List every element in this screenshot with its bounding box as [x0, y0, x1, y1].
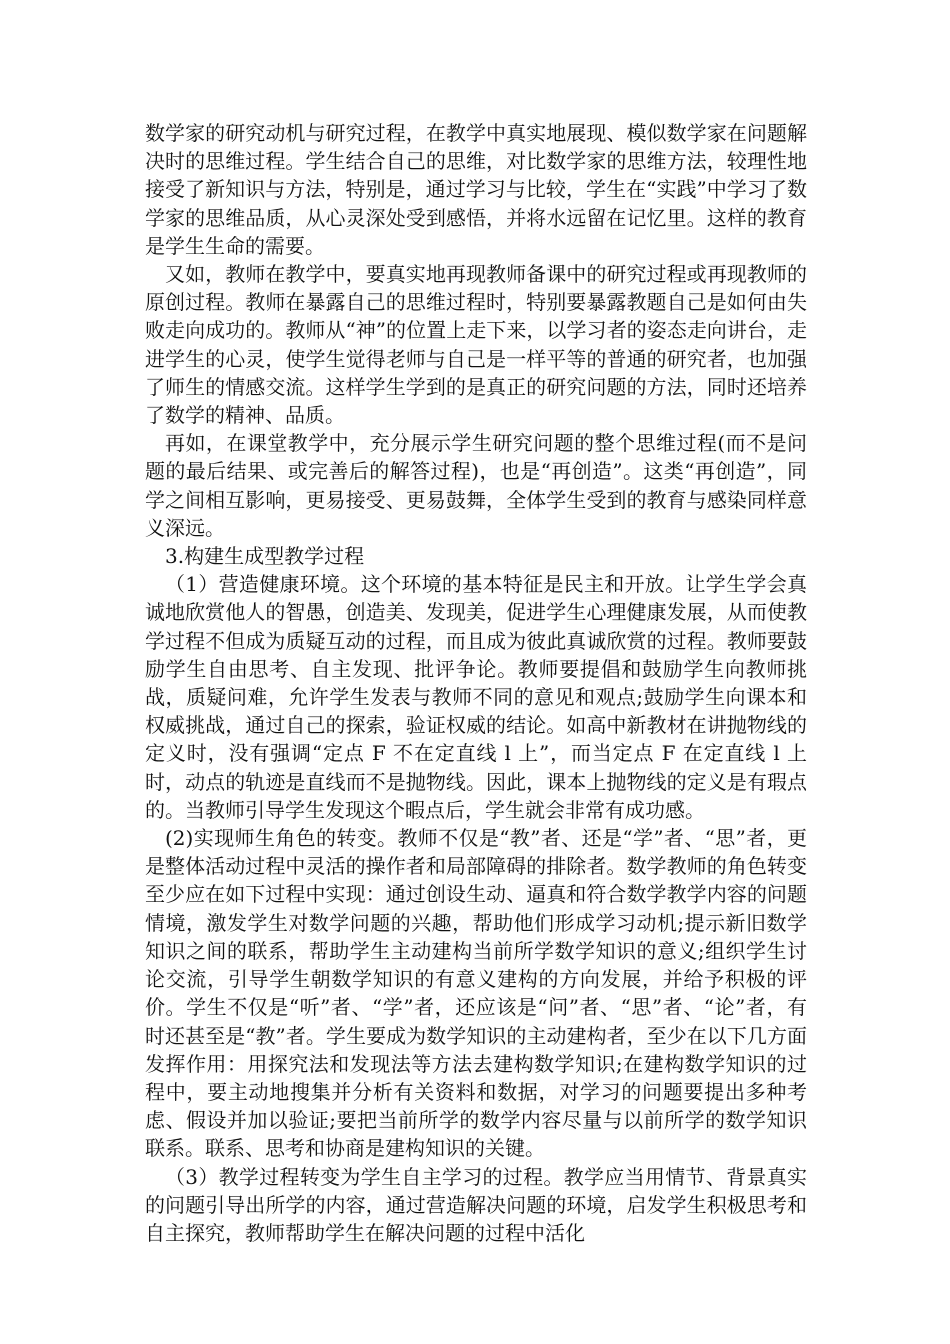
document-page	[145, 119, 807, 1247]
paragraph-3: 再如，在课堂教学中，充分展示学生研究问题的整个思维过程(而不是问题的最后结果、或完善后的解答过程)，也是“再创造”。这类“再创造”，同学之间相互影响，更易接受、更易鼓舞，全体学生受到的教育与感染同样意义深远。	[145, 431, 807, 540]
paragraph-6: （3）教学过程转变为学生自主学习的过程。教学应当用情节、背景真实的问题引导出所学的内容，通过营造解决问题的环境，启发学生积极思考和自主探究，教师帮助学生在解决问题的过程中活化	[145, 1164, 807, 1245]
paragraph-5: (2)实现师生角色的转变。教师不仅是“教”者、还是“学”者、“思”者，更是整体活动过程中灵活的操作者和局部障碍的排除者。数学教师的角色转变至少应在如下过程中实现：通过创设生动、逼真和符合数学教学内容的问题情境，激发学生对数学问题的兴趣，帮助他们形成学习动机;提示新旧数学知识之间的联系，帮助学生主动建构当前所学数学知识的意义;组织学生讨论交流，引导学生朝数学知识的有意义建构的方向发展，并给予积极的评价。学生不仅是“听”者、“学”者，还应该是“问”者、“思”者、“论”者，有时还甚至是“教”者。学生要成为数学知识的主动建构者，至少在以下几方面发挥作用：用探究法和发现法等方法去建构数学知识;在建构数学知识的过程中，要主动地搜集并分析有关资料和数据，对学习的问题要提出多种考虑、假设并加以验证;要把当前所学的数学内容尽量与以前所学的数学知识联系。联系、思考和协商是建构知识的关键。	[145, 826, 807, 1161]
section-heading: 3.构建生成型教学过程	[165, 544, 365, 569]
paragraph-4: （1）营造健康环境。这个环境的基本特征是民主和开放。让学生学会真诚地欣赏他人的智愚，创造美、发现美，促进学生心理健康发展，从而使教学过程不但成为质疑互动的过程，而且成为彼此真诚欣赏的过程。教师要鼓励学生自由思考、自主发现、批评争论。教师要提倡和鼓励学生向教师挑战，质疑问难，允许学生发表与教师不同的意见和观点;鼓励学生向课本和权威挑战，通过自己的探索，验证权威的结论。如高中新教材在讲抛物线的定义时，没有强调“定点 F 不在定直线 l 上”，而当定点 F 在定直线 l 上时，动点的轨迹是直线而不是抛物线。因此，课本上抛物线的定义是有瑕点的。当教师引导学生发现这个暇点后，学生就会非常有成功感。	[145, 572, 807, 822]
paragraph-2: 又如，教师在教学中，要真实地再现教师备课中的研究过程或再现教师的原创过程。教师在暴露自己的思维过程时，特别要暴露教题自己是如何由失败走向成功的。教师从“神”的位置上走下来，以学习者的姿态走向讲台，走进学生的心灵，使学生觉得老师与自己是一样平等的普通的研究者，也加强了师生的情感交流。这样学生学到的是真正的研究问题的方法，同时还培养了数学的精神、品质。	[145, 262, 807, 428]
paragraph-1: 数学家的研究动机与研究过程，在教学中真实地展现、模似数学家在问题解决时的思维过程。学生结合自己的思维，对比数学家的思维方法，较理性地接受了新知识与方法，特别是，通过学习与比较，学生在“实践”中学习了数学家的思维品质，从心灵深处受到感悟，并将水远留在记忆里。这样的教育是学生生命的需要。	[145, 121, 807, 258]
